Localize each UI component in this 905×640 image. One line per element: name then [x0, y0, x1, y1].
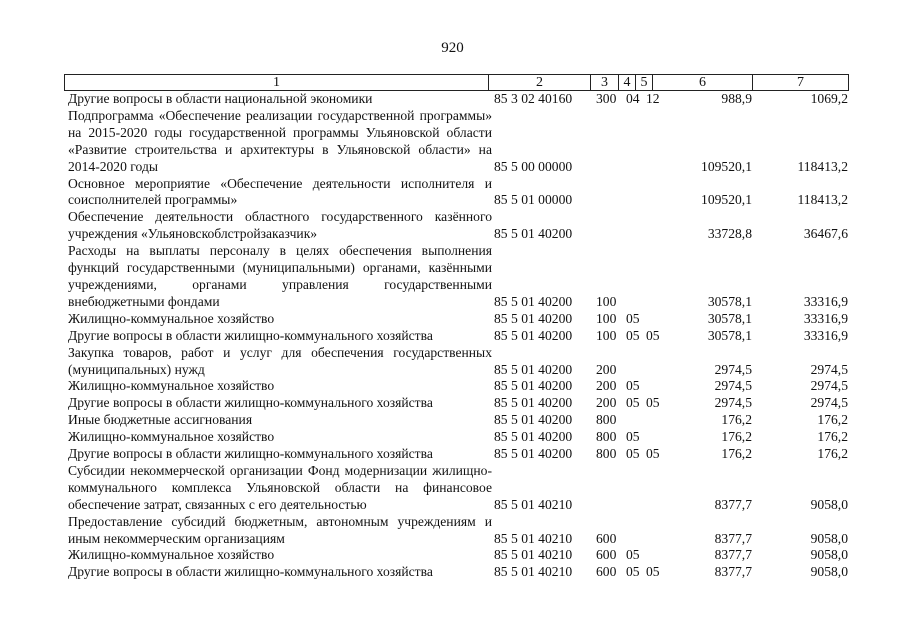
- row-amount-2: 1069,2: [810, 91, 848, 106]
- row-expense-type: 200: [596, 378, 617, 394]
- row-name: Основное мероприятие «Обеспечение деятельности исполнителя и соисполнителей программы»: [68, 175, 492, 208]
- row-code: 85 5 01 40200: [494, 293, 573, 309]
- row-amount-1: 8377,7: [714, 564, 752, 580]
- header-col-5: 5: [636, 75, 653, 91]
- table-row: [64, 378, 848, 395]
- row-subsection: 05: [646, 327, 660, 343]
- table-row: [64, 91, 848, 108]
- table-row: [64, 328, 848, 345]
- row-code: 85 5 01 40210: [494, 496, 573, 512]
- header-col-6: 6: [653, 75, 753, 91]
- row-amount-1: 988,9: [721, 91, 752, 106]
- table-row: [64, 412, 848, 429]
- table-row: [64, 345, 848, 379]
- row-code: 85 5 01 40210: [494, 530, 573, 546]
- row-amount-2: 33316,9: [803, 293, 848, 309]
- row-code: 85 5 01 40210: [494, 547, 573, 563]
- row-amount-1: 30578,1: [707, 293, 752, 309]
- header-col-4: 4: [619, 75, 636, 91]
- row-section: 05: [626, 327, 640, 343]
- row-subsection: 05: [646, 446, 660, 462]
- row-subsection: 05: [646, 395, 660, 411]
- row-expense-type: 800: [596, 446, 617, 462]
- row-amount-2: 176,2: [817, 412, 848, 428]
- row-amount-2: 33316,9: [803, 310, 848, 326]
- row-amount-2: 36467,6: [803, 226, 848, 242]
- row-code: 85 5 01 40200: [494, 429, 573, 445]
- row-amount-2: 118413,2: [797, 192, 848, 208]
- table-row: [64, 243, 848, 311]
- row-name: Обеспечение деятельности областного государственного казённого учреждения «Ульяновскоблстройзаказчик»: [68, 209, 492, 242]
- row-amount-2: 9058,0: [810, 530, 848, 546]
- row-code: 85 5 01 40200: [494, 378, 573, 394]
- table-row: [64, 514, 848, 548]
- row-section: 05: [626, 378, 640, 394]
- table-row: [64, 547, 848, 564]
- row-expense-type: 100: [596, 293, 617, 309]
- row-amount-1: 176,2: [721, 446, 752, 462]
- row-section: 05: [626, 395, 640, 411]
- row-name: Другие вопросы в области жилищно-коммунального хозяйства: [68, 327, 433, 343]
- row-amount-1: 2974,5: [714, 378, 752, 394]
- header-col-7: 7: [753, 75, 849, 91]
- page-number: 920: [441, 40, 464, 56]
- row-code: 85 5 01 40200: [494, 446, 573, 462]
- row-subsection: 12: [646, 91, 660, 106]
- row-amount-2: 2974,5: [810, 395, 848, 411]
- row-amount-1: 109520,1: [701, 192, 752, 208]
- header-col-2: 2: [489, 75, 591, 91]
- row-amount-1: 30578,1: [707, 327, 752, 343]
- row-expense-type: 100: [596, 310, 617, 326]
- row-name: Подпрограмма «Обеспечение реализации государственной программы» на 2015-2020 годы государственной программы Ульяновской области «Развитие строительства и архитектуры в Ульяновской области» на 2014-2020 годы: [68, 107, 492, 174]
- row-expense-type: 800: [596, 412, 617, 428]
- row-expense-type: 300: [596, 91, 617, 106]
- table-row: [64, 429, 848, 446]
- row-name: Другие вопросы в области жилищно-коммунального хозяйства: [68, 446, 433, 462]
- row-name: Субсидии некоммерческой организации Фонд модернизации жилищно-коммунального комплекса Ульяновской области на финансовое обеспечение затрат, связанных с его деятельностью: [68, 462, 492, 512]
- row-amount-1: 8377,7: [714, 547, 752, 563]
- row-amount-2: 176,2: [817, 446, 848, 462]
- table-row: [64, 209, 848, 243]
- row-amount-1: 30578,1: [707, 310, 752, 326]
- row-amount-2: 9058,0: [810, 496, 848, 512]
- row-name: Иные бюджетные ассигнования: [68, 412, 253, 428]
- header-col-3: 3: [591, 75, 619, 91]
- row-expense-type: 100: [596, 327, 617, 343]
- row-code: 85 3 02 40160: [494, 91, 573, 106]
- row-name: Жилищно-коммунальное хозяйство: [68, 429, 275, 445]
- row-amount-2: 2974,5: [810, 378, 848, 394]
- row-amount-1: 2974,5: [714, 395, 752, 411]
- row-name: Жилищно-коммунальное хозяйство: [68, 310, 275, 326]
- row-expense-type: 600: [596, 564, 617, 580]
- row-expense-type: 200: [596, 395, 617, 411]
- row-code: 85 5 01 40200: [494, 310, 573, 326]
- row-subsection: 05: [646, 564, 660, 580]
- row-amount-1: 2974,5: [714, 361, 752, 377]
- row-code: 85 5 01 00000: [494, 192, 573, 208]
- row-section: 05: [626, 310, 640, 326]
- row-code: 85 5 01 40200: [494, 226, 573, 242]
- row-amount-2: 9058,0: [810, 547, 848, 563]
- row-section: 05: [626, 564, 640, 580]
- row-name: Другие вопросы в области национальной экономики: [68, 91, 373, 106]
- row-amount-2: 9058,0: [810, 564, 848, 580]
- row-amount-2: 33316,9: [803, 327, 848, 343]
- row-name: Жилищно-коммунальное хозяйство: [68, 378, 275, 394]
- row-code: 85 5 00 00000: [494, 158, 573, 174]
- table-body: [64, 91, 848, 581]
- row-section: 05: [626, 446, 640, 462]
- row-name: Предоставление субсидий бюджетным, автономным учреждениям и иным некоммерческим организациям: [68, 513, 492, 546]
- row-amount-1: 176,2: [721, 412, 752, 428]
- table-row: [64, 108, 848, 176]
- row-code: 85 5 01 40200: [494, 327, 573, 343]
- row-amount-1: 176,2: [721, 429, 752, 445]
- row-section: 04: [626, 91, 640, 106]
- table-row: [64, 463, 848, 514]
- row-name: Другие вопросы в области жилищно-коммунального хозяйства: [68, 395, 433, 411]
- row-section: 05: [626, 547, 640, 563]
- row-section: 05: [626, 429, 640, 445]
- row-code: 85 5 01 40200: [494, 412, 573, 428]
- row-amount-1: 8377,7: [714, 496, 752, 512]
- row-name: Жилищно-коммунальное хозяйство: [68, 547, 275, 563]
- table-row: [64, 311, 848, 328]
- row-name: Другие вопросы в области жилищно-коммунального хозяйства: [68, 564, 433, 580]
- row-amount-2: 2974,5: [810, 361, 848, 377]
- row-expense-type: 800: [596, 429, 617, 445]
- row-code: 85 5 01 40210: [494, 564, 573, 580]
- row-name: Расходы на выплаты персоналу в целях обеспечения выполнения функций государственными (муниципальными) органами, казёнными учреждениями, органами управления государственными внебюджетными фондами: [68, 243, 492, 309]
- row-amount-1: 33728,8: [707, 226, 752, 242]
- row-name: Закупка товаров, работ и услуг для обеспечения государственных (муниципальных) нужд: [68, 344, 492, 377]
- table-header: [64, 74, 849, 91]
- row-code: 85 5 01 40200: [494, 361, 573, 377]
- row-expense-type: 600: [596, 530, 617, 546]
- row-amount-2: 176,2: [817, 429, 848, 445]
- row-amount-1: 109520,1: [701, 158, 752, 174]
- table-row: [64, 395, 848, 412]
- budget-table: [64, 74, 848, 581]
- row-amount-1: 8377,7: [714, 530, 752, 546]
- table-row: [64, 446, 848, 463]
- table-row: [64, 176, 848, 210]
- row-amount-2: 118413,2: [797, 158, 848, 174]
- table-row: [64, 564, 848, 581]
- row-expense-type: 200: [596, 361, 617, 377]
- row-expense-type: 600: [596, 547, 617, 563]
- header-col-1: 1: [65, 75, 489, 91]
- row-code: 85 5 01 40200: [494, 395, 573, 411]
